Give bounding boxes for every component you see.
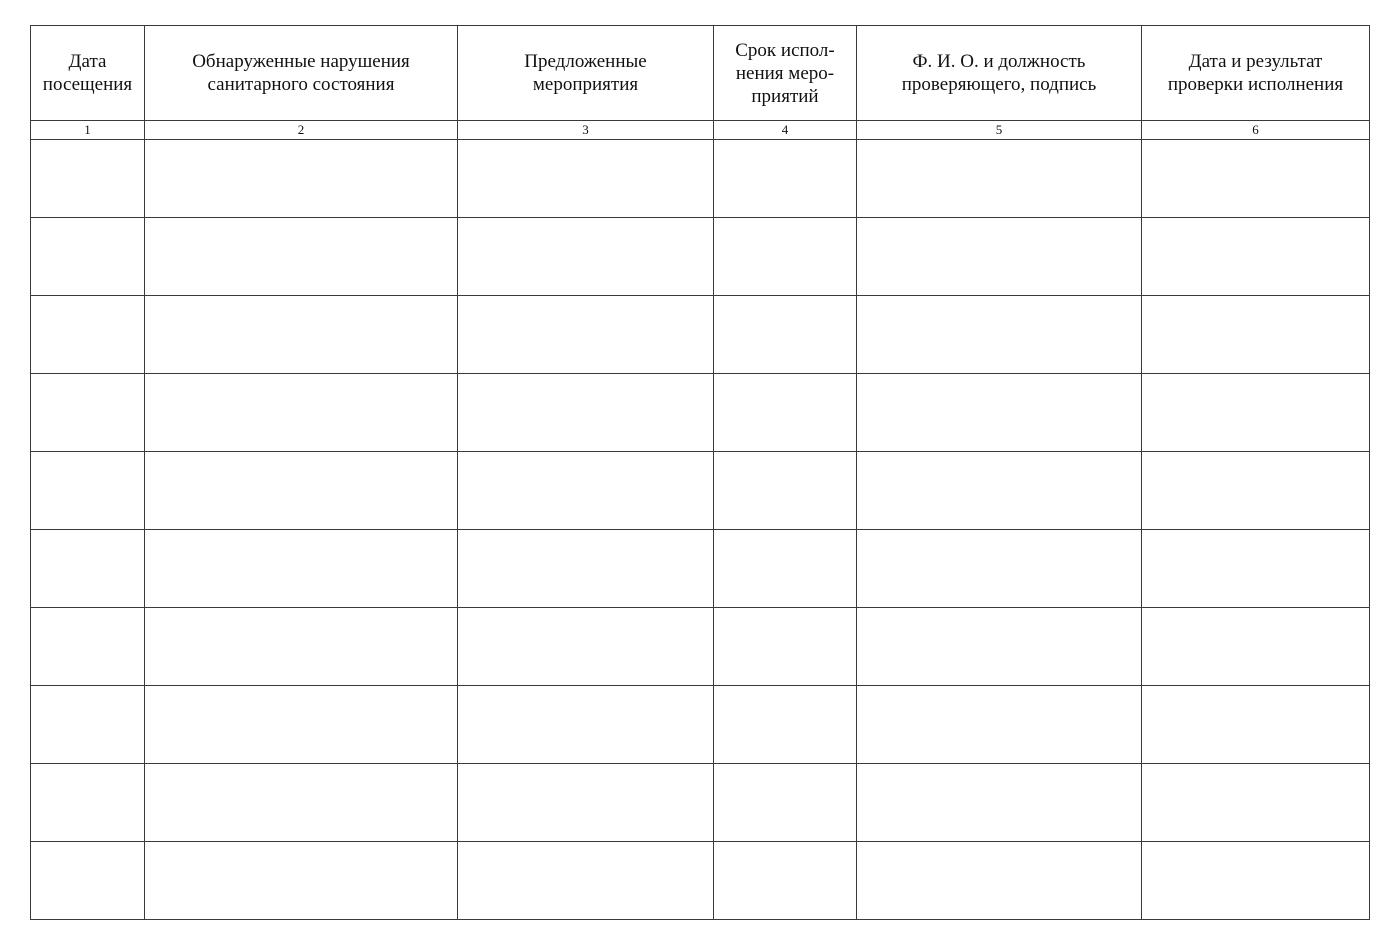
table-cell[interactable] [714,608,857,686]
table-cell[interactable] [31,842,145,920]
table-cell[interactable] [714,530,857,608]
table-cell[interactable] [458,842,714,920]
table-cell[interactable] [1142,764,1370,842]
table-row [31,140,1370,218]
table-cell[interactable] [31,530,145,608]
table-body [31,140,1370,920]
header-violations: Обнаруженные нарушения санитарного состояния [145,26,458,121]
table-row [31,764,1370,842]
table-cell[interactable] [1142,140,1370,218]
table-cell[interactable] [1142,608,1370,686]
table-cell[interactable] [145,608,458,686]
table-cell[interactable] [1142,842,1370,920]
table-cell[interactable] [145,140,458,218]
column-number: 1 [31,121,145,140]
table-cell[interactable] [714,374,857,452]
table-cell[interactable] [857,140,1142,218]
table-row [31,608,1370,686]
table-cell[interactable] [145,452,458,530]
table-cell[interactable] [714,764,857,842]
table-cell[interactable] [458,218,714,296]
column-number: 2 [145,121,458,140]
table-cell[interactable] [714,218,857,296]
table-cell[interactable] [1142,686,1370,764]
table-cell[interactable] [145,686,458,764]
header-visit-date: Дата посещения [31,26,145,121]
column-number: 3 [458,121,714,140]
table-cell[interactable] [458,686,714,764]
table-cell[interactable] [857,452,1142,530]
table-cell[interactable] [857,608,1142,686]
table-cell[interactable] [857,842,1142,920]
table-cell[interactable] [31,686,145,764]
table-cell[interactable] [145,764,458,842]
table-cell[interactable] [1142,218,1370,296]
table-cell[interactable] [714,686,857,764]
table-cell[interactable] [458,608,714,686]
table-cell[interactable] [714,842,857,920]
table-row [31,452,1370,530]
sanitary-inspection-table [30,25,1370,920]
table-cell[interactable] [31,608,145,686]
table-cell[interactable] [857,530,1142,608]
table-cell[interactable] [145,530,458,608]
header-deadline: Срок испол- нения меро- приятий [714,26,857,121]
table-cell[interactable] [1142,296,1370,374]
table-cell[interactable] [1142,452,1370,530]
table-cell[interactable] [458,764,714,842]
table-cell[interactable] [857,686,1142,764]
header-row [31,26,1370,121]
table-cell[interactable] [145,842,458,920]
table-cell[interactable] [31,296,145,374]
table-cell[interactable] [1142,374,1370,452]
header-check-result: Дата и результат проверки исполнения [1142,26,1370,121]
table-cell[interactable] [857,764,1142,842]
column-number: 4 [714,121,857,140]
table-cell[interactable] [31,140,145,218]
table-row [31,374,1370,452]
table-cell[interactable] [31,452,145,530]
table-cell[interactable] [31,764,145,842]
table-cell[interactable] [145,218,458,296]
table-row [31,686,1370,764]
table-cell[interactable] [714,140,857,218]
table-cell[interactable] [145,296,458,374]
column-number: 6 [1142,121,1370,140]
table-cell[interactable] [145,374,458,452]
table-cell[interactable] [458,452,714,530]
table-cell[interactable] [458,296,714,374]
table-row [31,218,1370,296]
table-cell[interactable] [714,452,857,530]
table-cell[interactable] [1142,530,1370,608]
table-cell[interactable] [31,218,145,296]
table-cell[interactable] [714,296,857,374]
table-cell[interactable] [31,374,145,452]
table-cell[interactable] [857,374,1142,452]
table-cell[interactable] [458,140,714,218]
table-cell[interactable] [458,374,714,452]
table-row [31,530,1370,608]
table-cell[interactable] [857,218,1142,296]
table-cell[interactable] [458,530,714,608]
header-inspector: Ф. И. О. и должность проверяющего, подпись [857,26,1142,121]
column-number-row [31,121,1370,140]
table-row [31,296,1370,374]
table-row [31,842,1370,920]
table-cell[interactable] [857,296,1142,374]
column-number: 5 [857,121,1142,140]
header-proposed-measures: Предложенные мероприятия [458,26,714,121]
